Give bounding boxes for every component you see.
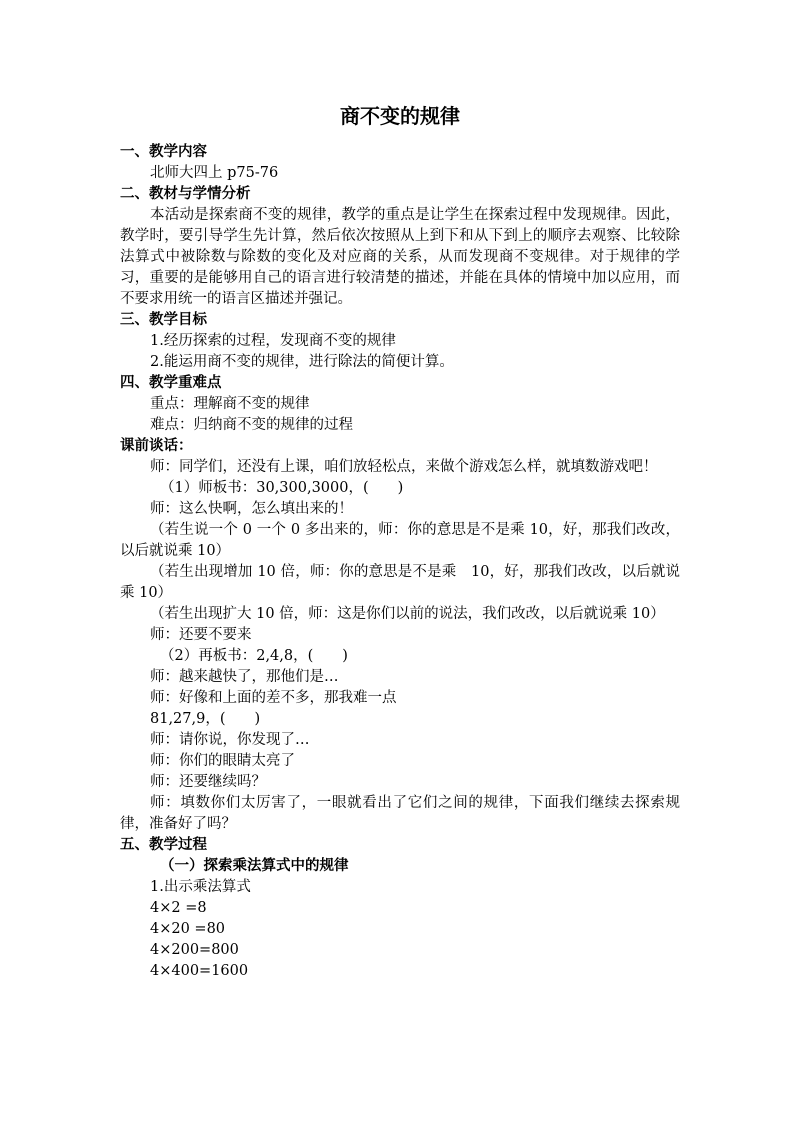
section-heading-key-points: 四、教学重难点 (120, 375, 222, 391)
dialogue-line: 师：这么快啊，怎么填出来的！ (150, 501, 353, 517)
equation-line: 4×400=1600 (150, 963, 249, 979)
dialogue-line: 师：还要继续吗？ (150, 774, 266, 790)
key-point-item: 难点：归纳商不变的规律的过程 (150, 417, 353, 433)
section-heading-process: 五、教学过程 (120, 837, 207, 853)
dialogue-paragraph: 师：填数你们太厉害了，一眼就看出了它们之间的规律，下面我们继续去探索规律，准备好了吗？ (120, 795, 680, 832)
key-point-item: 重点：理解商不变的规律 (150, 396, 310, 412)
process-line: 1.出示乘法算式 (150, 879, 251, 895)
goal-item: 2.能运用商不变的规律，进行除法的简便计算。 (150, 354, 454, 370)
section-heading-analysis: 二、教材与学情分析 (120, 186, 251, 202)
equation-line: 4×200=800 (150, 942, 239, 958)
dialogue-paragraph: （若生说一个 0 一个 0 多出来的，师：你的意思是不是乘 10，好，那我们改改，以后就说乘 10） (120, 522, 680, 559)
dialogue-line: 师：还要不要来 (150, 627, 252, 643)
dialogue-line: （1）师板书：30,300,3000，( ) (160, 480, 404, 496)
dialogue-paragraph: （若生出现增加 10 倍，师：你的意思是不是乘 10，好，那我们改改，以后就说乘 10） (120, 564, 680, 601)
dialogue-line: 师：请你说，你发现了… (150, 732, 310, 748)
dialogue-line: 81,27,9，( ) (150, 711, 261, 727)
dialogue-paragraph: （若生出现扩大 10 倍，师：这是你们以前的说法，我们改改，以后就说乘 10） (150, 606, 665, 622)
document-page (120, 96, 680, 982)
dialogue-line: 师：好像和上面的差不多，那我难一点 (150, 690, 397, 706)
dialogue-line: 师：越来越快了，那他们是… (150, 669, 339, 685)
section-heading-goals: 三、教学目标 (120, 312, 207, 328)
equation-line: 4×20 =80 (150, 921, 226, 937)
dialogue-line: 师：你们的眼睛太亮了 (150, 753, 295, 769)
equation-line: 4×2 =8 (150, 900, 207, 916)
section-heading-pre-talk: 课前谈话： (120, 438, 193, 454)
content-source: 北师大四上 p75-76 (150, 165, 279, 181)
dialogue-line: （2）再板书：2,4,8，( ) (160, 648, 348, 664)
section-heading-content: 一、教学内容 (120, 144, 207, 160)
goal-item: 1.经历探索的过程，发现商不变的规律 (150, 333, 396, 349)
analysis-paragraph: 本活动是探索商不变的规律，教学的重点是让学生在探索过程中发现规律。因此，教学时，要引导学生先计算，然后依次按照从上到下和从下到上的顺序去观察、比较除法算式中被除数与除数的变化及对应商的关系，从而发现商不变规律。对于规律的学习，重要的是能够用自己的语言进行较清楚的描述，并能在具体的情境中加以应用，而不要求用统一的语言区描述并强记。 (120, 207, 680, 307)
dialogue-paragraph: 师：同学们，还没有上课，咱们放轻松点，来做个游戏怎么样，就填数游戏吧！ (150, 459, 658, 475)
document-title: 商不变的规律 (340, 104, 460, 128)
subsection-heading: （一）探索乘法算式中的规律 (160, 858, 349, 874)
